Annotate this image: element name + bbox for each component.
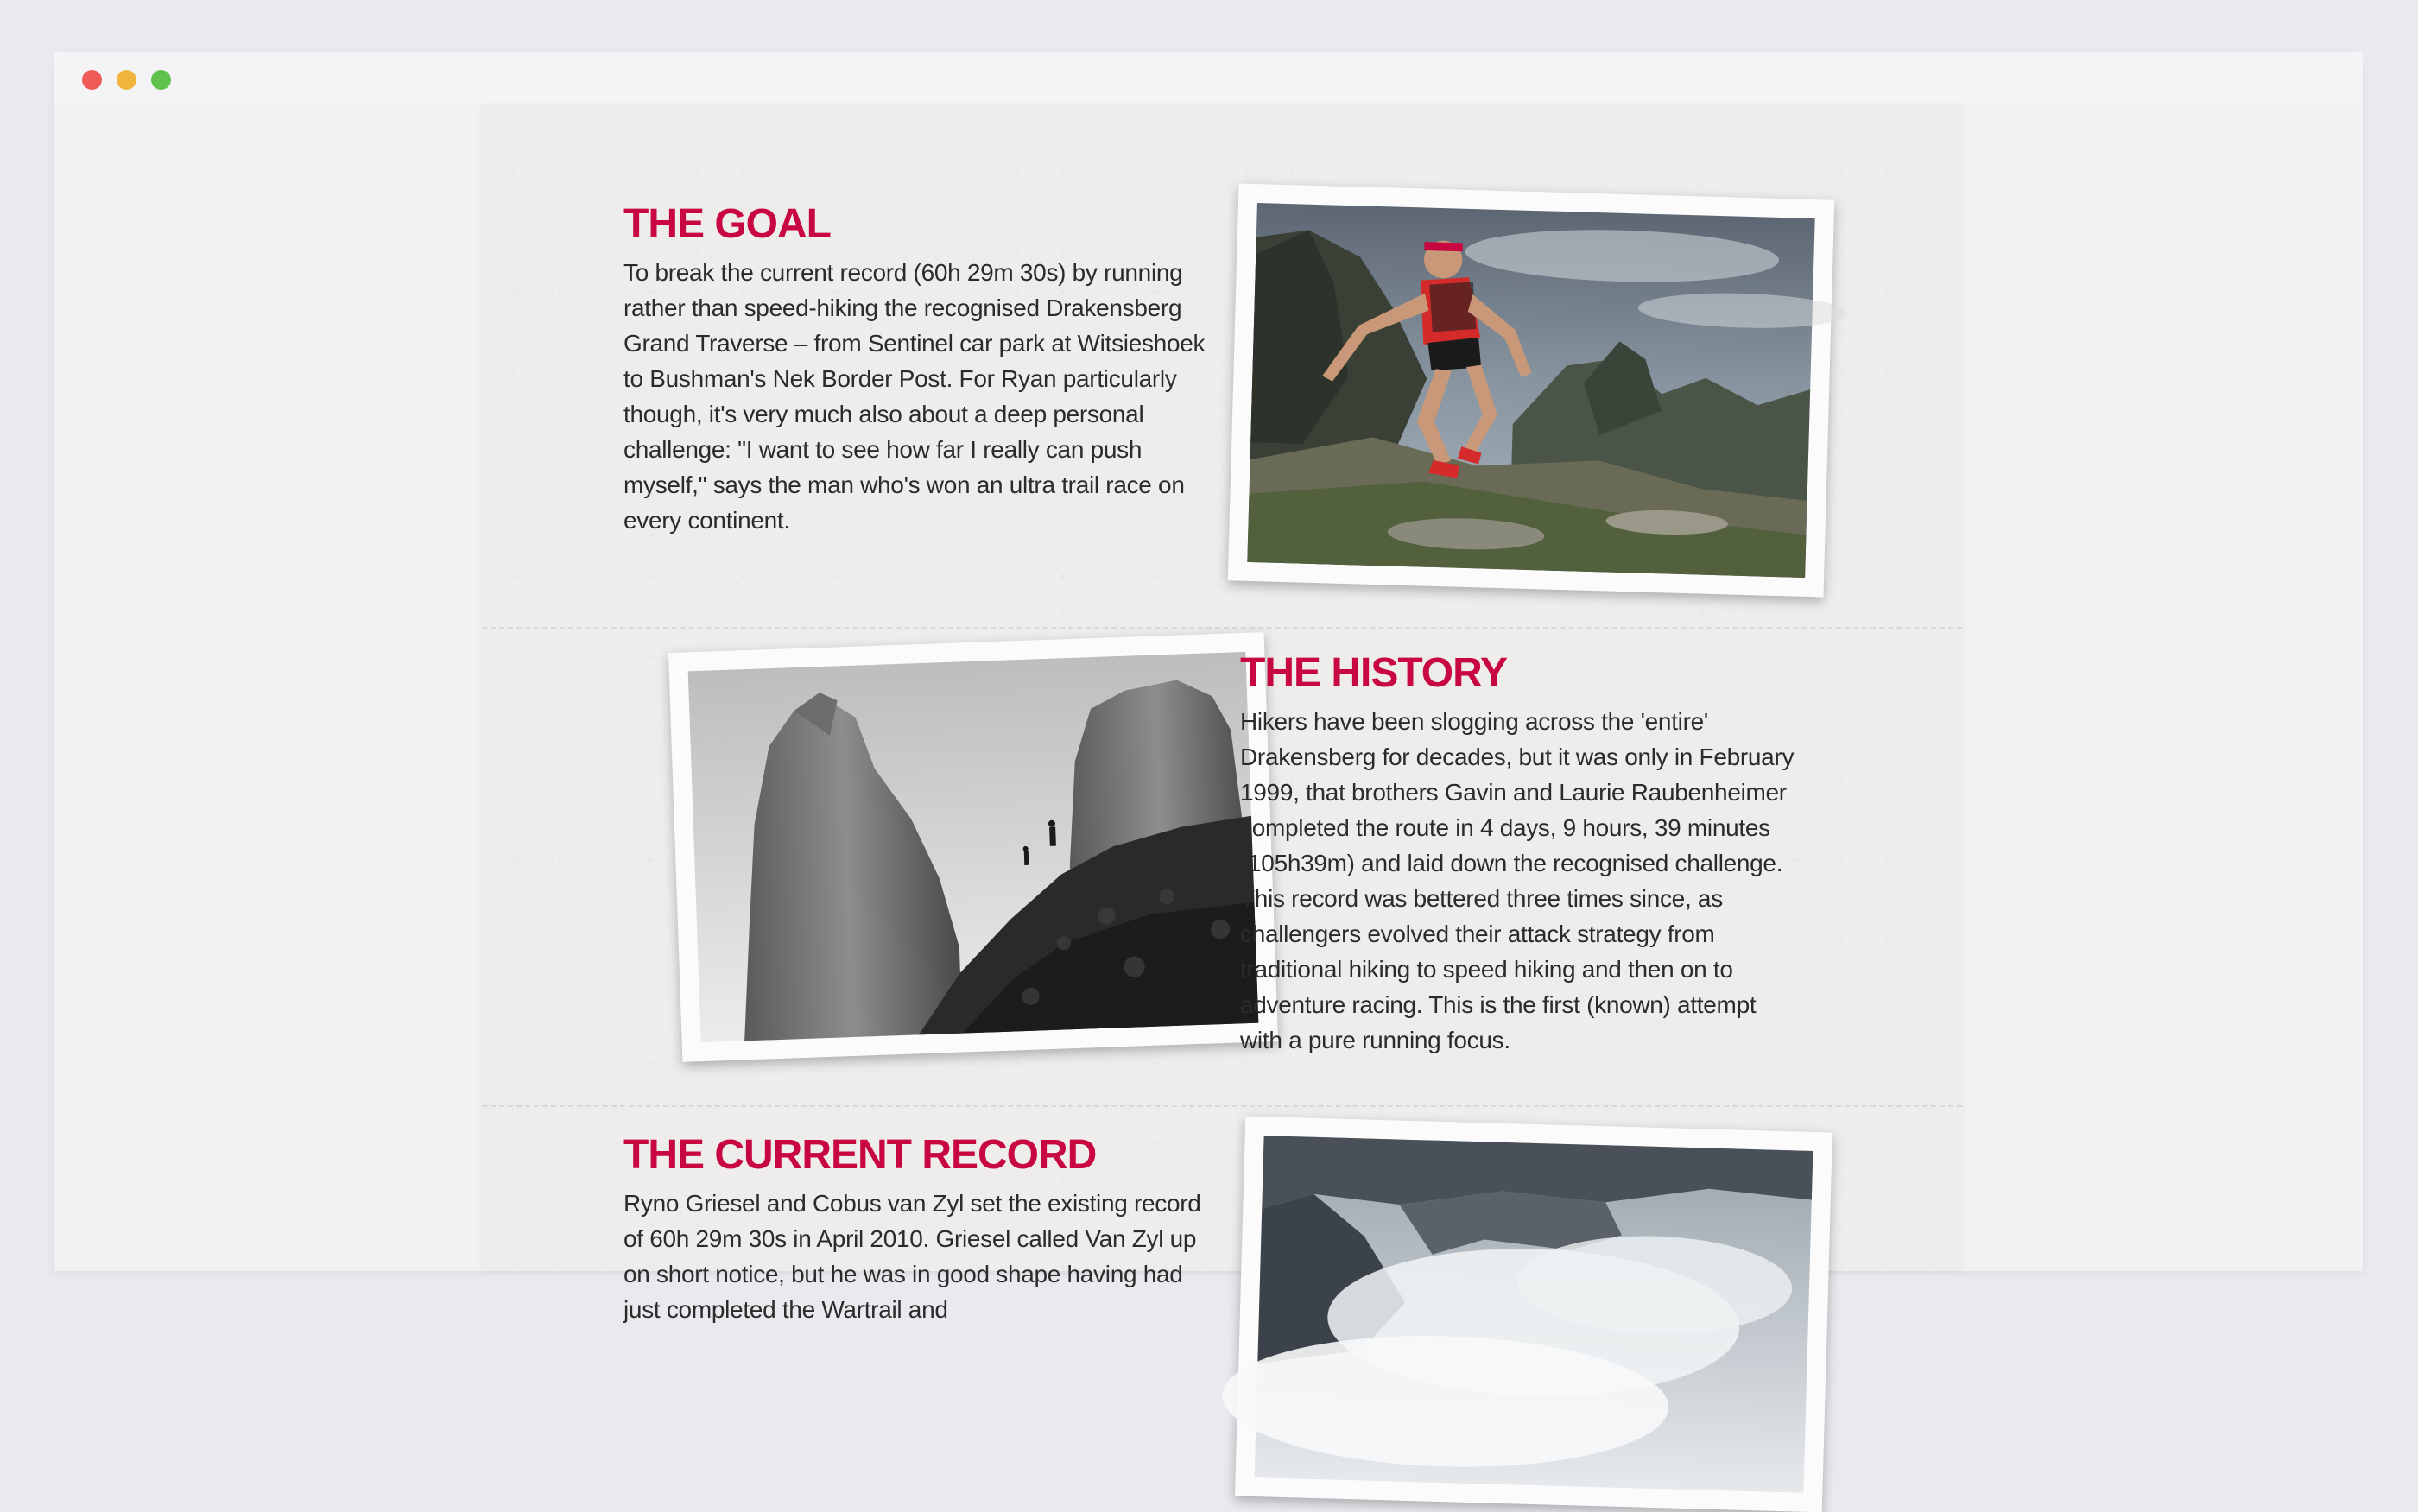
trail-runner-mountain-photo	[1228, 183, 1835, 597]
title-bar	[54, 52, 2363, 105]
section-divider	[482, 627, 1962, 629]
section-heading-current-record: THE CURRENT RECORD	[623, 1132, 1097, 1178]
maximize-control[interactable]	[151, 70, 171, 90]
section-body-current-record: Ryno Griesel and Cobus van Zyl set the existing record of 60h 29m 30s in April 2010. Griesel called Van Zyl up on short notice, but he was in good shape having had just completed the Wartrail and	[623, 1190, 1201, 1323]
browser-window	[54, 52, 2363, 1323]
rock-pinnacle-image	[688, 652, 1259, 1042]
section-heading-history: THE HISTORY	[1240, 650, 1508, 696]
section-body-goal: To break the current record (60h 29m 30s) by running rather than speed-hiking the recognised Drakensberg Grand Traverse – from Sentinel car park at Witsieshoek to Bushman's Nek Border Post. For Ryan particularly though, it's very much also about a deep personal challenge: "I want to see how far I really can push myself," says the man who's won an ultra trail race on every continent.	[623, 259, 1206, 534]
misty-cliffs-photo	[1235, 1117, 1832, 1512]
section-divider	[482, 1105, 1962, 1107]
minimize-control[interactable]	[117, 70, 136, 90]
rock-pinnacle-bw-photo	[668, 632, 1278, 1062]
section-heading-goal: THE GOAL	[623, 201, 831, 247]
section-body-history: Hikers have been slogging across the 'entire' Drakensberg for decades, but it was only in February 1999, that brothers Gavin and Laurie Raubenheimer completed the route in 4 days, 9 hours, 39 minutes (105h39m) and laid down the recognised challenge. This record was bettered three times since, as challengers evolved their attack strategy from traditional hiking to speed hiking and then on to adventure racing. This is the first (known) attempt with a pure running focus.	[1240, 708, 1795, 1053]
close-control[interactable]	[82, 70, 102, 90]
article-page	[482, 105, 1962, 1323]
misty-cliffs-image	[1255, 1136, 1814, 1493]
trail-runner-image	[1247, 203, 1814, 578]
